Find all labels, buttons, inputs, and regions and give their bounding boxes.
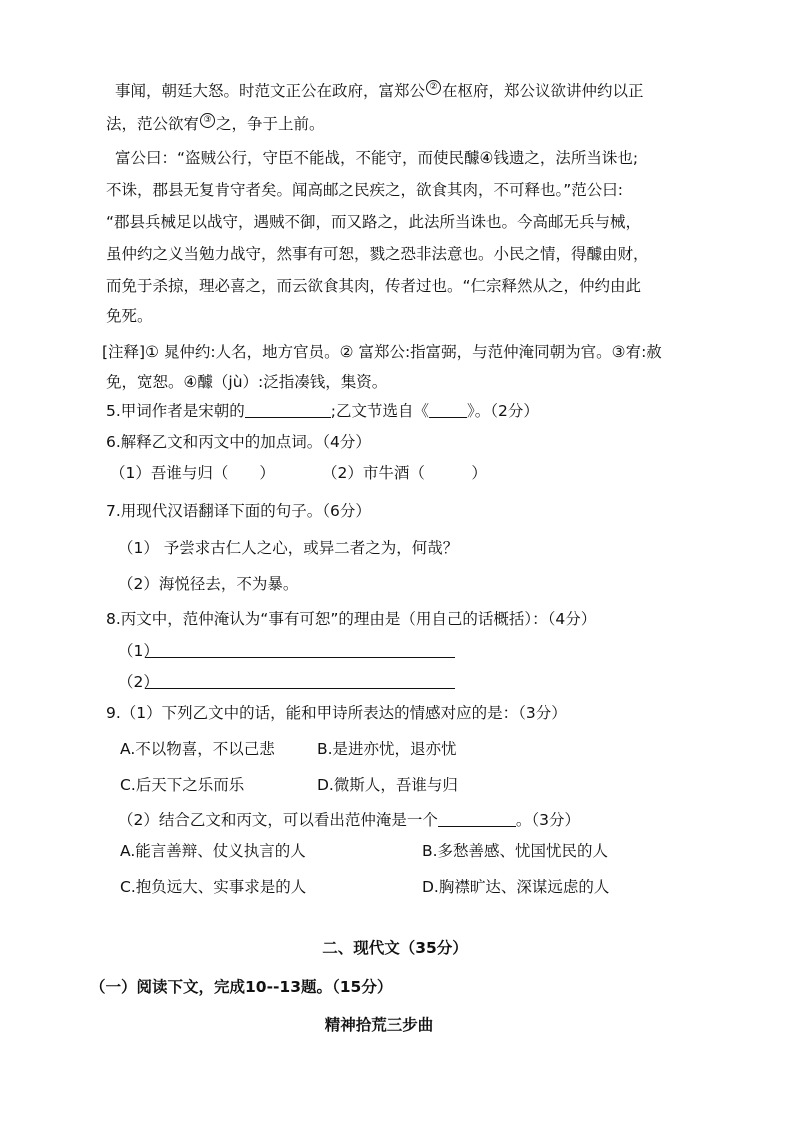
annotation-line: 免，宽恕。④醵（jù）:泛指凑钱，集资。 bbox=[106, 373, 388, 391]
footnote-marker: ② bbox=[426, 80, 441, 95]
passage-line: 法，范公欲宥 ③ 之，争于上前。 bbox=[106, 115, 325, 133]
question-6-item-2: （2）市牛酒（ ） bbox=[322, 464, 487, 482]
question-8: 8.丙文中，范仲淹认为“事有可恕”的理由是（用自己的话概括）：（4分） bbox=[106, 610, 597, 628]
option-b[interactable]: B.是进亦忧，退亦忧 bbox=[317, 740, 457, 758]
passage-line: 虽仲约之义当勉力战守，然事有可恕，戮之恐非法意也。小民之情，得醵由财， bbox=[106, 245, 649, 263]
option-c[interactable]: C.抱负远大、实事求是的人 bbox=[120, 878, 307, 896]
question-9: 9.（1）下列乙文中的话，能和甲诗所表达的情感对应的是：（3分） bbox=[106, 704, 567, 722]
section-title: 二、现代文（35分） bbox=[322, 939, 468, 957]
passage-line: 不诛，郡县无复肯守者矣。闻高邮之民疾之，欲食其肉，不可释也。”范公曰: bbox=[106, 181, 624, 199]
passage-line: 免死。 bbox=[106, 307, 153, 325]
annotation-line: [注释]① 晁仲约:人名，地方官员。② 富郑公:指富弼，与范仲淹同朝为官。③宥:赦 bbox=[102, 343, 662, 361]
passage-line: “郡县兵械足以战守，遇贼不御，而又路之，此法所当诛也。今高邮无兵与械， bbox=[106, 213, 642, 231]
option-a[interactable]: A.不以物喜，不以己悲 bbox=[120, 740, 275, 758]
question-7: 7.用现代汉语翻译下面的句子。（6分） bbox=[106, 502, 371, 520]
answer-line[interactable] bbox=[145, 657, 455, 658]
question-6-item-1: （1）吾谁与归（ ） bbox=[110, 464, 275, 482]
option-d[interactable]: D.微斯人，吾谁与归 bbox=[317, 776, 458, 794]
option-c[interactable]: C.后天下之乐而乐 bbox=[120, 776, 245, 794]
question-6: 6.解释乙文和丙文中的加点词。（4分） bbox=[106, 433, 371, 451]
passage-line: 而免于杀掠，理必喜之，而云欲食其肉，传者过也。“仁宗释然从之，仲约由此 bbox=[106, 277, 642, 295]
answer-blank[interactable] bbox=[438, 810, 516, 827]
question-7-item-2: （2）海悦径去，不为暴。 bbox=[118, 575, 299, 593]
question-7-item-1: （1） 予尝求古仁人之心，或异二者之为，何哉？ bbox=[118, 539, 459, 557]
question-8-item-2: （2） bbox=[118, 673, 159, 691]
option-b[interactable]: B.多愁善感、忧国忧民的人 bbox=[422, 842, 609, 860]
question-8-item-1: （1） bbox=[118, 642, 159, 660]
footnote-marker: ③ bbox=[200, 113, 215, 128]
answer-blank[interactable] bbox=[429, 401, 467, 418]
passage-line: 富公曰：“盗贼公行，守臣不能战，不能守，而使民醵④钱遗之，法所当诛也; bbox=[115, 149, 639, 167]
question-9-part-2: （2）结合乙文和丙文，可以看出范仲淹是一个 。（3分） bbox=[118, 811, 580, 829]
answer-blank[interactable] bbox=[245, 401, 331, 418]
question-5: 5.甲词作者是宋朝的 ;乙文节选自《 》。（2分） bbox=[106, 402, 539, 420]
section-subtitle: （一）阅读下文，完成10--13题。（15分） bbox=[90, 978, 393, 996]
option-d[interactable]: D.胸襟旷达、深谋远虑的人 bbox=[422, 878, 610, 896]
answer-line[interactable] bbox=[145, 688, 455, 689]
article-title: 精神拾荒三步曲 bbox=[324, 1016, 434, 1034]
option-a[interactable]: A.能言善辩、仗义执言的人 bbox=[120, 842, 306, 860]
passage-line: 事闻，朝廷大怒。时范文正公在政府，富郑公 ② 在枢府，郑公议欲讲仲约以正 bbox=[115, 82, 644, 100]
